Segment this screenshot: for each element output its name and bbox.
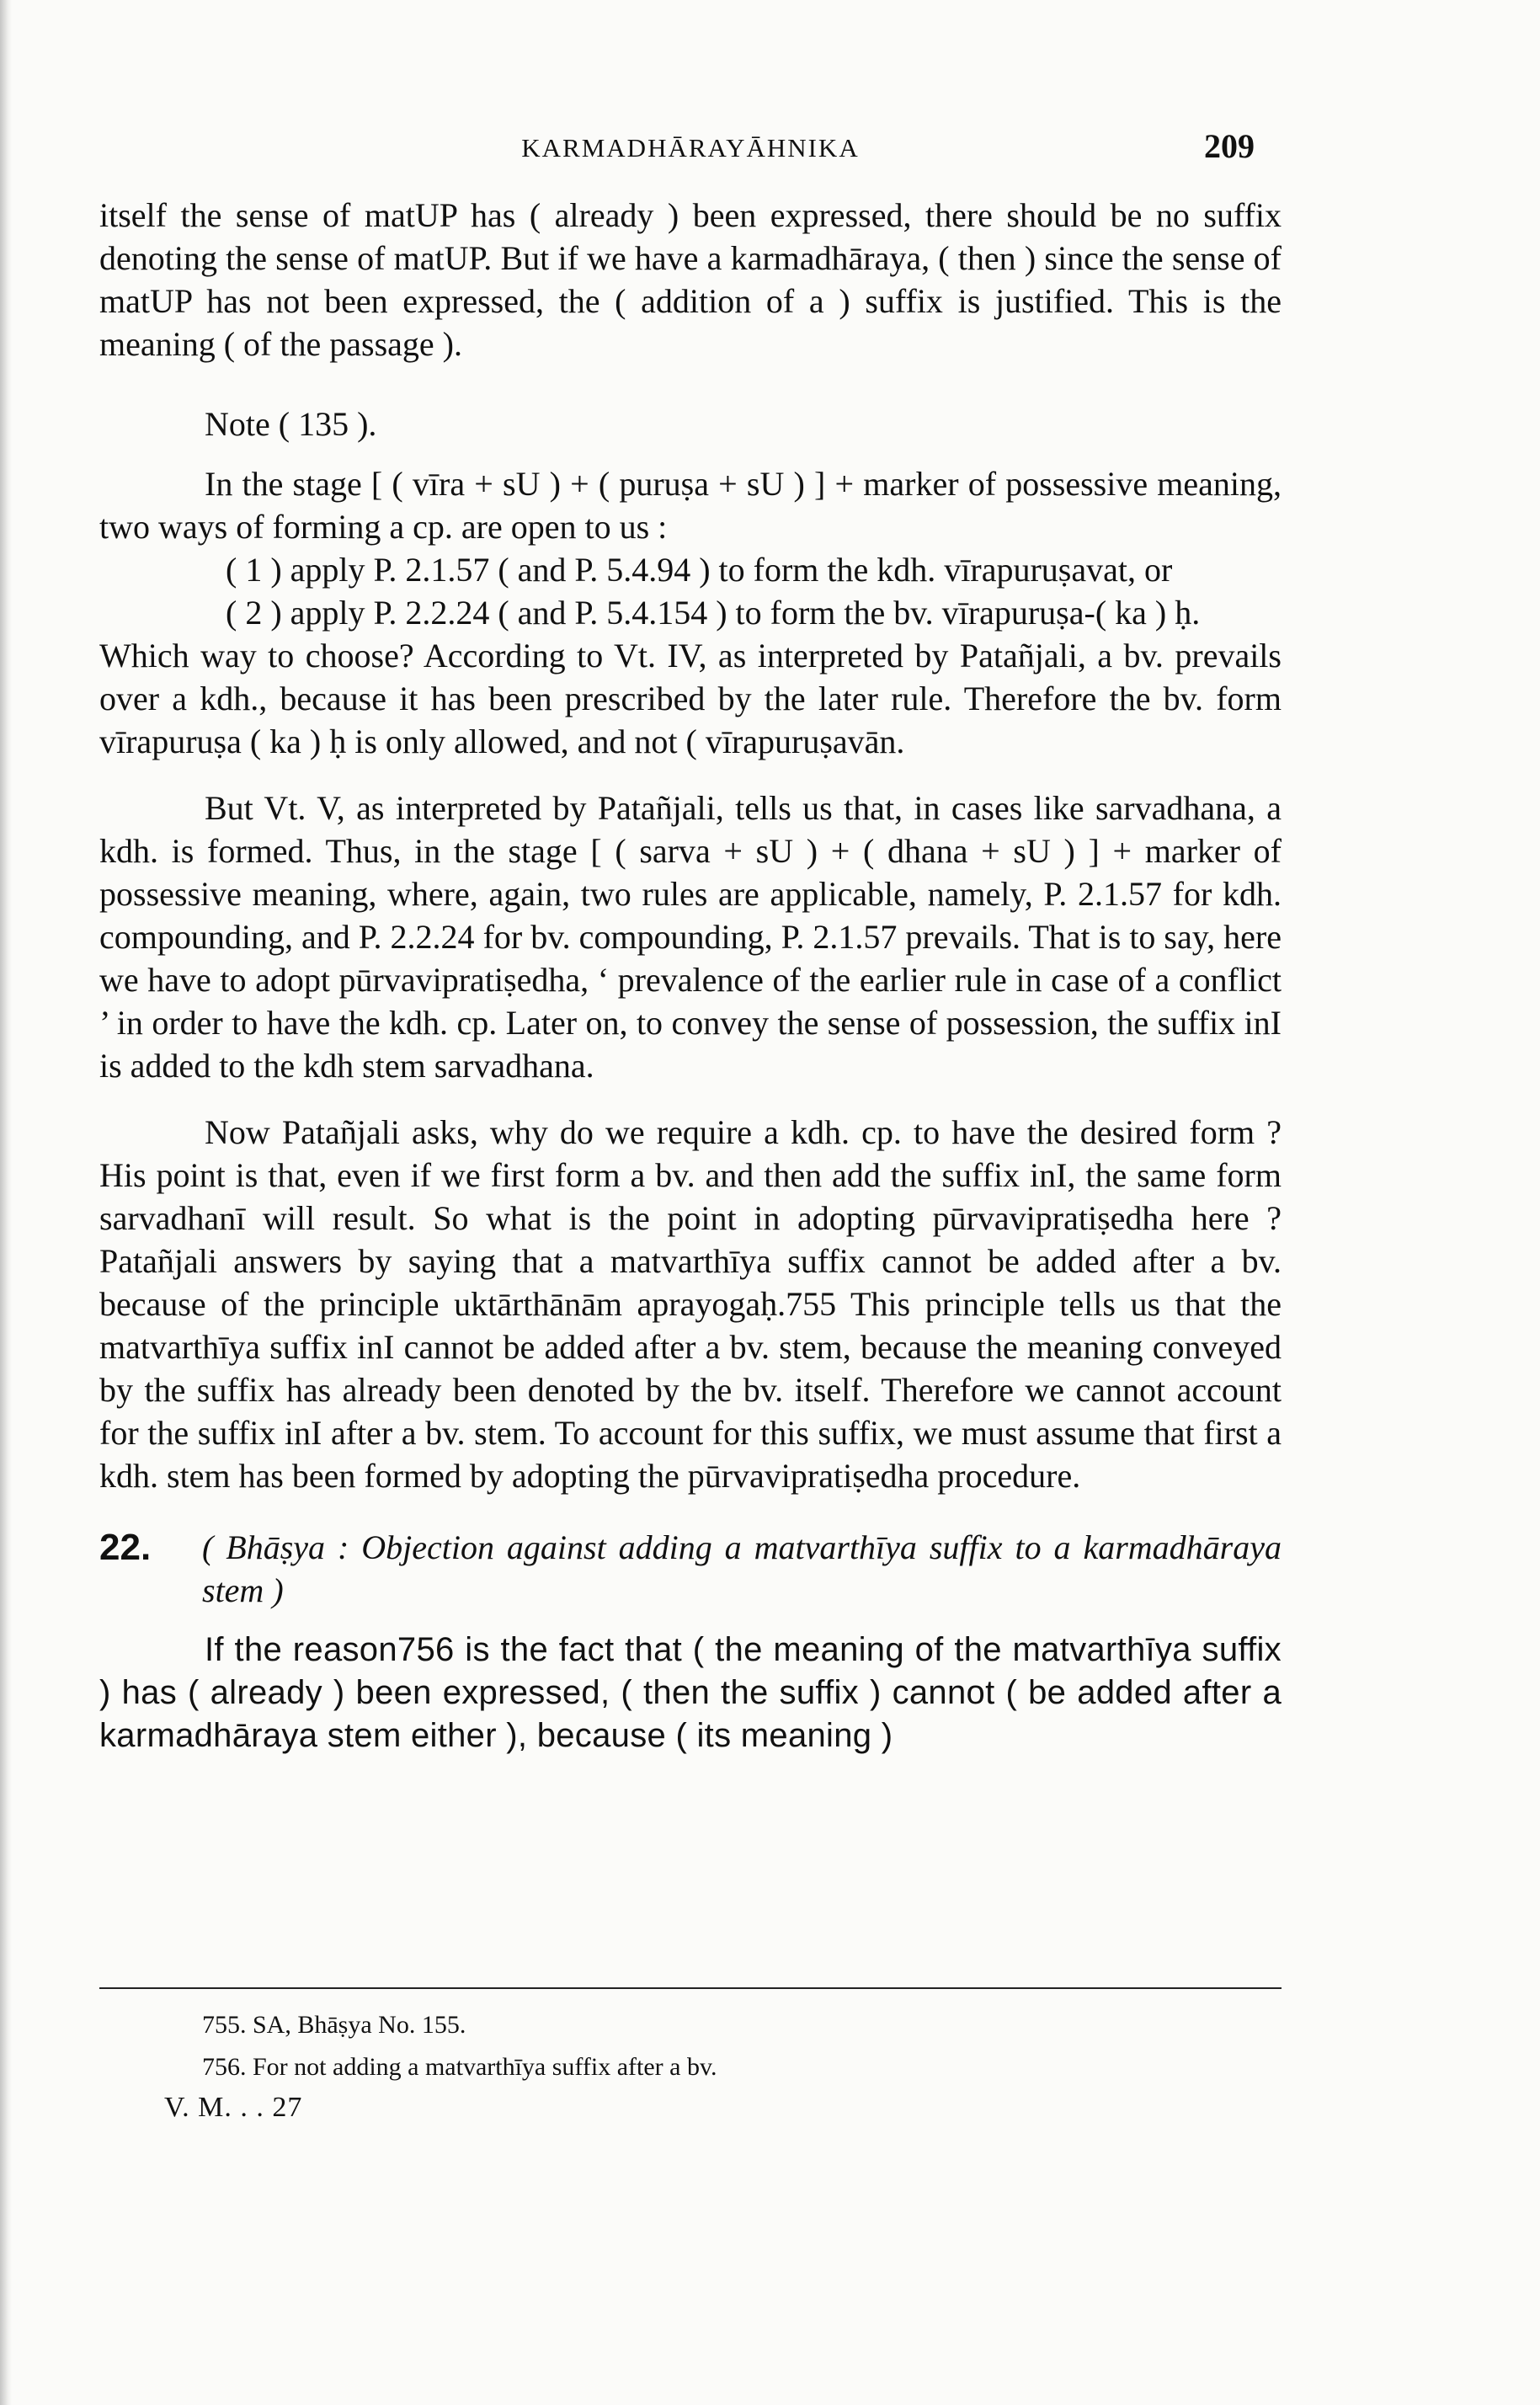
section-heading <box>99 1526 1282 1612</box>
page-header <box>0 126 1540 177</box>
footnotes <box>202 2004 1280 2088</box>
options-list <box>99 548 1282 634</box>
paragraph-1: itself the sense of matUP has ( already ) been expressed, there should be no suffix denoting the sense of matUP. But if we have a karmadhāraya, ( then ) since the sense of matUP has not been expressed, the ( addition of a ) suffix is justified. This is the meaning ( of the passage ). <box>99 196 1282 363</box>
paragraph-3: Which way to choose? According to Vt. IV, as interpreted by Patañjali, a bv. prevails over a kdh., because it has been prescribed by the later rule. Therefore the bv. form vīrapuruṣa ( ka ) ḥ is only allowed, and not ( vīrapuruṣavān. <box>99 637 1282 760</box>
section-title: ( Bhāṣya : Objection against adding a matvarthīya suffix to a karmadhāraya stem ) <box>202 1528 1282 1609</box>
paragraph-2: In the stage [ ( vīra + sU ) + ( puruṣa + sU ) ] + marker of possessive meaning, two ways of forming a cp. are open to us : <box>99 465 1282 546</box>
list-item: ( 1 ) apply P. 2.1.57 ( and P. 5.4.94 ) to form the kdh. vīrapuruṣavat, or <box>226 551 1173 589</box>
printer-signature: V. M. . . 27 <box>164 2092 303 2123</box>
paragraph-5: Now Patañjali asks, why do we require a kdh. cp. to have the desired form ? His point is that, even if we first form a bv. and then add the suffix inI, the same form sarvadhanī will result. So what is the point in adopting pūrvavipratiṣedha here ? Patañjali answers by saying that a matvarthīya suffix cannot be added after a bv. because of the principle uktārthānām aprayogaḥ.755 This principle tells us that the matvarthīya suffix inI cannot be added after a bv. stem, because the meaning conveyed by the suffix has already been denoted by the bv. itself. Therefore we cannot account for the suffix inI after a bv. stem. To account for this suffix, we must assume that first a kdh. stem has been formed by adopting the pūrvavipratiṣedha procedure. <box>99 1113 1282 1495</box>
note-title: Note ( 135 ). <box>205 405 377 443</box>
footnote-755: 755. SA, Bhāṣya No. 155. <box>202 2011 466 2039</box>
paragraph-4: But Vt. V, as interpreted by Patañjali, tells us that, in cases like sarvadhana, a kdh. is formed. Thus, in the stage [ ( sarva + sU ) + ( dhana + sU ) ] + marker of possessive meaning, where, again, two rules are applicable, namely, P. 2.1.57 for kdh. compounding, and P. 2.2.24 for bv. compounding, P. 2.1.57 prevails. That is to say, here we have to adopt pūrvavipratiṣedha, ‘ prevalence of the earlier rule in case of a conflict ’ in order to have the kdh. cp. Later on, to convey the sense of possession, the suffix inI is added to the kdh stem sarvadhana. <box>99 789 1282 1085</box>
scan-edge <box>0 0 12 2405</box>
main-text <box>99 194 1282 1757</box>
footnote-756: 756. For not adding a matvarthīya suffix after a bv. <box>202 2053 717 2081</box>
running-title: KARMADHĀRAYĀHNIKA <box>521 133 860 163</box>
footnote-rule <box>99 1987 1282 1989</box>
section-number: 22. <box>99 1527 152 1568</box>
page-number: 209 <box>1204 127 1255 165</box>
paragraph-6: If the reason756 is the fact that ( the meaning of the matvarthīya suffix ) has ( already ) been expressed, ( then the suffix ) cannot ( be added after a karmadhāraya stem either ), because ( its meaning ) <box>99 1631 1282 1754</box>
list-item: ( 2 ) apply P. 2.2.24 ( and P. 5.4.154 ) to form the bv. vīrapuruṣa-( ka ) ḥ. <box>226 594 1201 632</box>
